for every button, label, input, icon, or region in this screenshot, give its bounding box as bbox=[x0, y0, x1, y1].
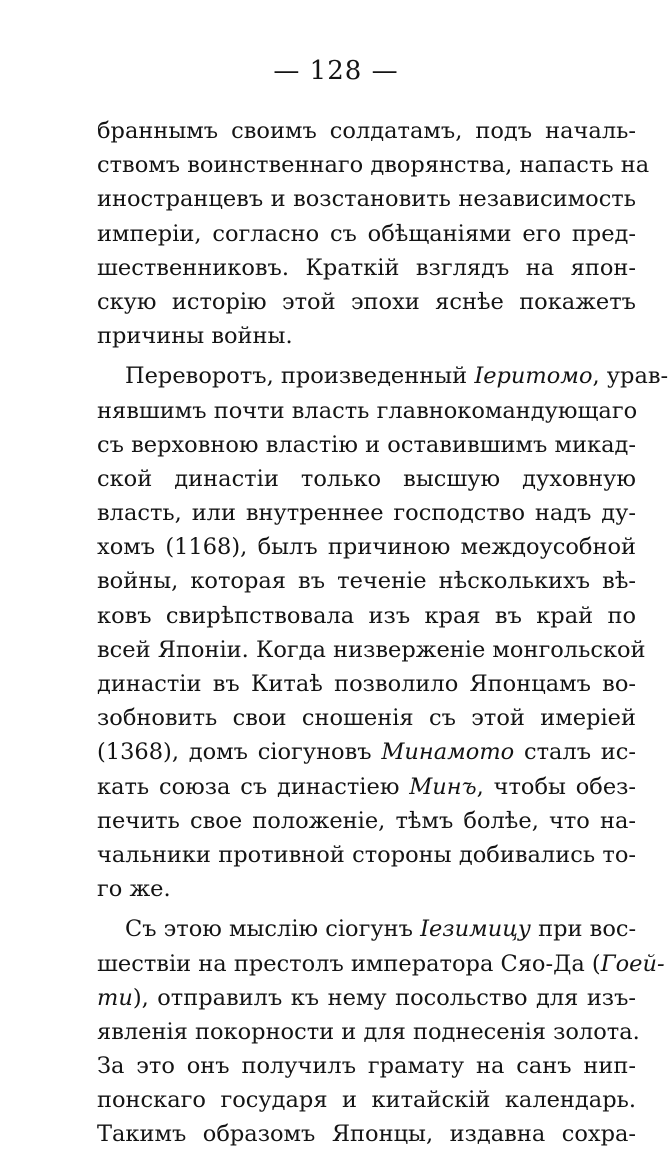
italic-name: Іезимицу bbox=[420, 916, 531, 943]
text-line: династіи въ Китаѣ позволило Японцамъ во- bbox=[97, 671, 636, 697]
text-line: съ верховною властію и оставившимъ микад- bbox=[97, 431, 636, 458]
text-line: За это онъ получилъ грамату на санъ нип- bbox=[97, 1053, 636, 1080]
text-line: скую исторію этой эпохи яснѣе покажетъ bbox=[97, 288, 636, 315]
text-line: браннымъ своимъ солдатамъ, подъ началь- bbox=[97, 118, 636, 144]
text-line: шественниковъ. Краткій взглядъ на япон- bbox=[97, 254, 636, 281]
text-line: понскаго государя и китайскій календарь. bbox=[97, 1087, 636, 1114]
italic-name: ти bbox=[97, 984, 133, 1011]
text-line: власть, или внутреннее господство надъ ду- bbox=[97, 500, 636, 527]
text-line: го же. bbox=[97, 876, 171, 903]
italic-name: Гоей- bbox=[600, 950, 665, 977]
text-line: явленія покорности и для поднесенія золота. bbox=[97, 1018, 640, 1045]
text-line: ти), отправилъ къ нему посольство для изъ- bbox=[97, 984, 636, 1011]
text-line: ской династіи только высшую духовную bbox=[97, 465, 636, 492]
text-line: всей Японіи. Когда низверженіе монгольской bbox=[97, 636, 646, 663]
text-line: ковъ свирѣпствовала изъ края въ край по bbox=[97, 602, 636, 629]
text-line: чальники противной стороны добивались то- bbox=[97, 841, 636, 868]
italic-name: Іеритомо bbox=[474, 363, 593, 390]
text-line: (1368), домъ сіогуновъ Минамото сталъ ис- bbox=[97, 739, 637, 766]
italic-name: Минъ bbox=[409, 773, 477, 800]
paragraph-2 bbox=[97, 359, 669, 906]
text-line: шествіи на престолъ императора Сяо-Да (Гоей- bbox=[97, 950, 665, 977]
text-line: иностранцевъ и возстановить независимость bbox=[97, 186, 636, 213]
italic-name: Минамото bbox=[381, 739, 515, 766]
text-line: Съ этою мыслію сіогунъ Іезимицу при вос- bbox=[125, 916, 637, 943]
text-line: ствомъ воинственнаго дворянства, напасть на bbox=[97, 152, 650, 179]
page-number: — 128 — bbox=[273, 56, 399, 86]
text-line: зобновить свои сношенія съ этой имеріей bbox=[97, 705, 636, 732]
paragraph-1 bbox=[97, 114, 650, 353]
text-line: Такимъ образомъ Японцы, издавна сохра- bbox=[97, 1121, 636, 1148]
text-line: имперіи, согласно съ обѣщаніями его пред- bbox=[97, 220, 636, 247]
text-line: хомъ (1168), былъ причиною междоусобной bbox=[97, 534, 636, 561]
text-line: войны, которая въ теченіе нѣсколькихъ вѣ- bbox=[97, 568, 636, 595]
text-line: кать союза съ династіею Минъ, чтобы обез- bbox=[97, 773, 637, 800]
text-line: нявшимъ почти власть главнокомандующаго bbox=[97, 397, 638, 424]
text-line: причины войны. bbox=[97, 323, 293, 350]
text-line: печить свое положеніе, тѣмъ болѣе, что на- bbox=[97, 807, 636, 834]
paragraph-3 bbox=[97, 912, 665, 1151]
body-text bbox=[97, 114, 669, 1152]
text-line: Переворотъ, произведенный Іеритомо, урав- bbox=[125, 363, 669, 390]
